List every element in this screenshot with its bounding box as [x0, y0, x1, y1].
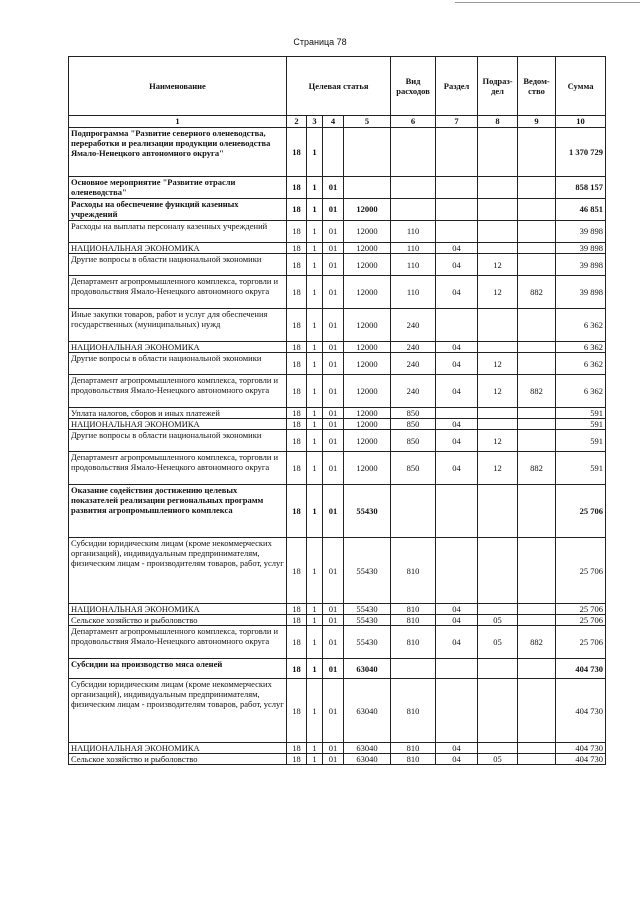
row-target-4: 12000: [344, 221, 391, 243]
row-subsection: [478, 128, 518, 177]
column-number: 6: [391, 116, 436, 128]
row-expense-type: 240: [391, 375, 436, 408]
row-target-4: [344, 128, 391, 177]
row-subsection: [478, 408, 518, 419]
row-amount: 404 730: [556, 743, 606, 754]
row-target-3: 01: [323, 199, 344, 221]
row-subsection: [478, 243, 518, 254]
table-row: [69, 743, 606, 754]
header-section: Раздел: [436, 57, 478, 116]
row-subsection: [478, 679, 518, 743]
row-target-1: 18: [287, 679, 307, 743]
row-target-3: 01: [323, 485, 344, 538]
row-subsection: [478, 485, 518, 538]
row-target-3: 01: [323, 408, 344, 419]
row-section: [436, 221, 478, 243]
row-target-1: 18: [287, 375, 307, 408]
row-target-3: 01: [323, 353, 344, 375]
row-expense-type: 810: [391, 626, 436, 659]
row-amount: 25 706: [556, 485, 606, 538]
row-section: [436, 538, 478, 604]
row-name: Расходы на выплаты персоналу казенных учреждений: [69, 221, 287, 243]
table-row: [69, 754, 606, 765]
row-expense-type: [391, 199, 436, 221]
row-name: Другие вопросы в области национальной экономики: [69, 430, 287, 452]
row-section: 04: [436, 375, 478, 408]
row-target-3: 01: [323, 309, 344, 342]
row-section: [436, 309, 478, 342]
row-target-3: 01: [323, 743, 344, 754]
table-row: [69, 485, 606, 538]
row-amount: 39 898: [556, 254, 606, 276]
row-target-3: 01: [323, 538, 344, 604]
row-target-4: 55430: [344, 604, 391, 615]
row-section: [436, 408, 478, 419]
row-target-2: 1: [307, 604, 323, 615]
row-amount: 591: [556, 419, 606, 430]
row-department: [518, 408, 556, 419]
column-number: 1: [69, 116, 287, 128]
row-name: Департамент агропромышленного комплекса, торговли и продовольствия Ямало-Ненецкого автономного округа: [69, 375, 287, 408]
budget-table: [68, 56, 606, 765]
row-target-1: 18: [287, 754, 307, 765]
row-subsection: 05: [478, 626, 518, 659]
row-target-4: 63040: [344, 743, 391, 754]
row-subsection: 12: [478, 276, 518, 309]
row-subsection: [478, 342, 518, 353]
table-row: [69, 615, 606, 626]
row-expense-type: 850: [391, 419, 436, 430]
row-target-2: 1: [307, 221, 323, 243]
row-expense-type: 240: [391, 353, 436, 375]
table-row: [69, 243, 606, 254]
row-department: [518, 419, 556, 430]
row-target-4: 12000: [344, 452, 391, 485]
row-expense-type: 810: [391, 679, 436, 743]
column-number: 3: [307, 116, 323, 128]
row-expense-type: 810: [391, 743, 436, 754]
row-department: [518, 615, 556, 626]
row-subsection: [478, 659, 518, 679]
table-row: [69, 221, 606, 243]
row-target-1: 18: [287, 221, 307, 243]
row-amount: 404 730: [556, 754, 606, 765]
row-expense-type: 240: [391, 342, 436, 353]
row-amount: 46 851: [556, 199, 606, 221]
row-target-4: 12000: [344, 408, 391, 419]
column-number: 5: [344, 116, 391, 128]
column-number: 9: [518, 116, 556, 128]
row-expense-type: [391, 659, 436, 679]
row-subsection: [478, 309, 518, 342]
row-target-4: [344, 177, 391, 199]
row-target-4: 12000: [344, 243, 391, 254]
row-amount: 591: [556, 408, 606, 419]
row-amount: 591: [556, 452, 606, 485]
page-label: Страница 78: [293, 37, 347, 47]
row-target-1: 18: [287, 177, 307, 199]
row-target-1: 18: [287, 408, 307, 419]
row-target-3: 01: [323, 430, 344, 452]
row-target-2: 1: [307, 128, 323, 177]
row-target-3: 01: [323, 754, 344, 765]
table-row: [69, 452, 606, 485]
row-expense-type: 110: [391, 254, 436, 276]
row-name: Сельское хозяйство и рыболовство: [69, 615, 287, 626]
row-section: 04: [436, 452, 478, 485]
row-subsection: [478, 743, 518, 754]
row-name: Иные закупки товаров, работ и услуг для обеспечения государственных (муниципальных) нужд: [69, 309, 287, 342]
row-target-4: 55430: [344, 538, 391, 604]
row-target-4: 12000: [344, 419, 391, 430]
row-target-1: 18: [287, 419, 307, 430]
row-amount: 1 370 729: [556, 128, 606, 177]
row-name: Другие вопросы в области национальной экономики: [69, 254, 287, 276]
row-amount: 25 706: [556, 626, 606, 659]
row-target-2: 1: [307, 452, 323, 485]
row-target-2: 1: [307, 615, 323, 626]
row-target-1: 18: [287, 243, 307, 254]
row-target-4: 63040: [344, 754, 391, 765]
row-department: 882: [518, 375, 556, 408]
row-amount: 6 362: [556, 353, 606, 375]
row-department: [518, 342, 556, 353]
row-amount: 6 362: [556, 375, 606, 408]
row-department: [518, 243, 556, 254]
row-section: [436, 679, 478, 743]
row-section: 04: [436, 419, 478, 430]
row-target-4: 12000: [344, 353, 391, 375]
header-target: Целевая статья: [287, 57, 391, 116]
row-subsection: [478, 177, 518, 199]
row-target-3: 01: [323, 221, 344, 243]
row-target-4: 12000: [344, 199, 391, 221]
row-section: [436, 199, 478, 221]
row-target-1: 18: [287, 128, 307, 177]
row-target-3: 01: [323, 243, 344, 254]
table-row: [69, 419, 606, 430]
row-target-2: 1: [307, 254, 323, 276]
row-name: НАЦИОНАЛЬНАЯ ЭКОНОМИКА: [69, 743, 287, 754]
row-target-1: 18: [287, 342, 307, 353]
row-target-1: 18: [287, 452, 307, 485]
row-amount: 404 730: [556, 659, 606, 679]
row-name: Сельское хозяйство и рыболовство: [69, 754, 287, 765]
row-name: Субсидии юридическим лицам (кроме некоммерческих организаций), индивидуальным предпринимателям, физическим лицам - производителям товаров, работ, услуг: [69, 538, 287, 604]
row-target-1: 18: [287, 538, 307, 604]
row-target-2: 1: [307, 177, 323, 199]
row-department: [518, 485, 556, 538]
row-department: [518, 177, 556, 199]
row-target-4: 12000: [344, 276, 391, 309]
row-target-2: 1: [307, 243, 323, 254]
row-department: [518, 743, 556, 754]
header-amount: Сумма: [556, 57, 606, 116]
row-department: [518, 754, 556, 765]
table-body: [69, 128, 606, 765]
row-target-4: 12000: [344, 430, 391, 452]
row-target-2: 1: [307, 342, 323, 353]
table-row: [69, 309, 606, 342]
row-section: 04: [436, 615, 478, 626]
row-target-4: 63040: [344, 659, 391, 679]
row-department: [518, 128, 556, 177]
row-department: [518, 309, 556, 342]
row-target-1: 18: [287, 659, 307, 679]
row-target-2: 1: [307, 276, 323, 309]
table-row: [69, 626, 606, 659]
row-amount: 25 706: [556, 604, 606, 615]
row-target-3: 01: [323, 177, 344, 199]
row-name: Субсидии юридическим лицам (кроме некоммерческих организаций), индивидуальным предпринимателям, физическим лицам - производителям товаров, работ, услуг: [69, 679, 287, 743]
row-department: [518, 221, 556, 243]
row-department: 882: [518, 452, 556, 485]
row-subsection: 05: [478, 754, 518, 765]
row-name: Оказание содействия достижению целевых показателей реализации региональных программ развития агропромышленного комплекса: [69, 485, 287, 538]
row-target-3: 01: [323, 254, 344, 276]
row-target-2: 1: [307, 309, 323, 342]
row-expense-type: 850: [391, 430, 436, 452]
row-name: НАЦИОНАЛЬНАЯ ЭКОНОМИКА: [69, 604, 287, 615]
row-name: Департамент агропромышленного комплекса, торговли и продовольствия Ямало-Ненецкого автономного округа: [69, 452, 287, 485]
table-row: [69, 538, 606, 604]
row-target-1: 18: [287, 309, 307, 342]
row-expense-type: 810: [391, 754, 436, 765]
row-department: [518, 353, 556, 375]
row-target-2: 1: [307, 679, 323, 743]
column-number: 2: [287, 116, 307, 128]
row-section: 04: [436, 276, 478, 309]
row-department: [518, 254, 556, 276]
row-section: 04: [436, 342, 478, 353]
row-target-1: 18: [287, 626, 307, 659]
row-expense-type: 110: [391, 221, 436, 243]
row-expense-type: 850: [391, 452, 436, 485]
row-target-1: 18: [287, 199, 307, 221]
row-target-1: 18: [287, 276, 307, 309]
row-target-3: 01: [323, 659, 344, 679]
row-target-2: 1: [307, 408, 323, 419]
row-amount: 404 730: [556, 679, 606, 743]
row-subsection: 12: [478, 353, 518, 375]
row-section: 04: [436, 743, 478, 754]
table-row: [69, 199, 606, 221]
row-target-3: 01: [323, 604, 344, 615]
row-target-4: 55430: [344, 626, 391, 659]
row-subsection: 12: [478, 254, 518, 276]
row-target-2: 1: [307, 743, 323, 754]
row-target-2: 1: [307, 754, 323, 765]
row-section: 04: [436, 754, 478, 765]
row-target-2: 1: [307, 375, 323, 408]
row-section: [436, 659, 478, 679]
row-target-3: [323, 128, 344, 177]
row-department: [518, 430, 556, 452]
table-row: [69, 604, 606, 615]
row-amount: 6 362: [556, 342, 606, 353]
row-expense-type: [391, 485, 436, 538]
row-expense-type: [391, 177, 436, 199]
row-subsection: [478, 199, 518, 221]
row-department: [518, 604, 556, 615]
row-amount: 39 898: [556, 221, 606, 243]
row-amount: 39 898: [556, 276, 606, 309]
row-subsection: [478, 221, 518, 243]
row-subsection: 12: [478, 430, 518, 452]
table-row: [69, 430, 606, 452]
table-row: [69, 342, 606, 353]
row-name: Уплата налогов, сборов и иных платежей: [69, 408, 287, 419]
row-department: [518, 538, 556, 604]
row-target-2: 1: [307, 659, 323, 679]
column-number-row: [69, 116, 606, 128]
row-department: [518, 659, 556, 679]
row-name: Расходы на обеспечение функций казенных учреждений: [69, 199, 287, 221]
row-section: 04: [436, 430, 478, 452]
row-target-2: 1: [307, 485, 323, 538]
row-target-2: 1: [307, 538, 323, 604]
row-subsection: [478, 538, 518, 604]
row-section: [436, 177, 478, 199]
row-amount: 858 157: [556, 177, 606, 199]
row-target-2: 1: [307, 199, 323, 221]
header-expense-type: Вид расходов: [391, 57, 436, 116]
row-amount: 39 898: [556, 243, 606, 254]
row-name: НАЦИОНАЛЬНАЯ ЭКОНОМИКА: [69, 419, 287, 430]
header-row: [69, 57, 606, 116]
column-number: 10: [556, 116, 606, 128]
table-row: [69, 679, 606, 743]
row-target-3: 01: [323, 419, 344, 430]
row-department: [518, 199, 556, 221]
row-target-1: 18: [287, 604, 307, 615]
row-target-1: 18: [287, 254, 307, 276]
table-row: [69, 659, 606, 679]
row-target-1: 18: [287, 353, 307, 375]
row-section: 04: [436, 243, 478, 254]
row-section: [436, 128, 478, 177]
column-number: 8: [478, 116, 518, 128]
column-number: 4: [323, 116, 344, 128]
row-subsection: 12: [478, 452, 518, 485]
row-expense-type: 810: [391, 538, 436, 604]
row-target-1: 18: [287, 430, 307, 452]
row-target-4: 55430: [344, 485, 391, 538]
row-amount: 6 362: [556, 309, 606, 342]
row-name: Департамент агропромышленного комплекса, торговли и продовольствия Ямало-Ненецкого автономного округа: [69, 276, 287, 309]
row-section: 04: [436, 254, 478, 276]
row-target-4: 12000: [344, 375, 391, 408]
row-target-3: 01: [323, 452, 344, 485]
row-section: 04: [436, 626, 478, 659]
row-department: 882: [518, 276, 556, 309]
column-number: 7: [436, 116, 478, 128]
row-target-3: 01: [323, 375, 344, 408]
row-subsection: 12: [478, 375, 518, 408]
row-expense-type: [391, 128, 436, 177]
row-expense-type: 810: [391, 615, 436, 626]
row-name: Департамент агропромышленного комплекса, торговли и продовольствия Ямало-Ненецкого автономного округа: [69, 626, 287, 659]
row-expense-type: 110: [391, 276, 436, 309]
row-target-1: 18: [287, 743, 307, 754]
row-section: 04: [436, 604, 478, 615]
table-row: [69, 254, 606, 276]
scan-edge-line: [455, 2, 640, 3]
row-target-2: 1: [307, 430, 323, 452]
table-row: [69, 353, 606, 375]
row-target-4: 55430: [344, 615, 391, 626]
row-subsection: 05: [478, 615, 518, 626]
table-row: [69, 177, 606, 199]
row-department: 882: [518, 626, 556, 659]
row-target-4: 12000: [344, 254, 391, 276]
row-department: [518, 679, 556, 743]
row-name: НАЦИОНАЛЬНАЯ ЭКОНОМИКА: [69, 243, 287, 254]
row-target-4: 63040: [344, 679, 391, 743]
row-target-2: 1: [307, 419, 323, 430]
table-row: [69, 408, 606, 419]
row-name: Другие вопросы в области национальной экономики: [69, 353, 287, 375]
row-target-1: 18: [287, 615, 307, 626]
row-target-3: 01: [323, 626, 344, 659]
row-name: Основное мероприятие "Развитие отрасли оленеводства": [69, 177, 287, 199]
row-amount: 25 706: [556, 538, 606, 604]
row-target-3: 01: [323, 679, 344, 743]
row-name: НАЦИОНАЛЬНАЯ ЭКОНОМИКА: [69, 342, 287, 353]
row-subsection: [478, 419, 518, 430]
row-expense-type: 240: [391, 309, 436, 342]
row-target-3: 01: [323, 615, 344, 626]
table-row: [69, 128, 606, 177]
row-expense-type: 850: [391, 408, 436, 419]
row-amount: 591: [556, 430, 606, 452]
row-subsection: [478, 604, 518, 615]
header-subsection: Подраз-дел: [478, 57, 518, 116]
row-target-1: 18: [287, 485, 307, 538]
header-department: Ведом-ство: [518, 57, 556, 116]
row-target-3: 01: [323, 342, 344, 353]
row-expense-type: 110: [391, 243, 436, 254]
row-target-2: 1: [307, 626, 323, 659]
row-target-4: 12000: [344, 342, 391, 353]
row-target-3: 01: [323, 276, 344, 309]
row-section: [436, 485, 478, 538]
row-section: 04: [436, 353, 478, 375]
header-name: Наименование: [69, 57, 287, 116]
row-target-2: 1: [307, 353, 323, 375]
row-name: Подпрограмма "Развитие северного оленеводства, переработки и реализации продукции оленеводства Ямало-Ненецкого автономного округа": [69, 128, 287, 177]
row-amount: 25 706: [556, 615, 606, 626]
row-expense-type: 810: [391, 604, 436, 615]
row-name: Субсидии на производство мяса оленей: [69, 659, 287, 679]
row-target-4: 12000: [344, 309, 391, 342]
table-row: [69, 375, 606, 408]
table-row: [69, 276, 606, 309]
